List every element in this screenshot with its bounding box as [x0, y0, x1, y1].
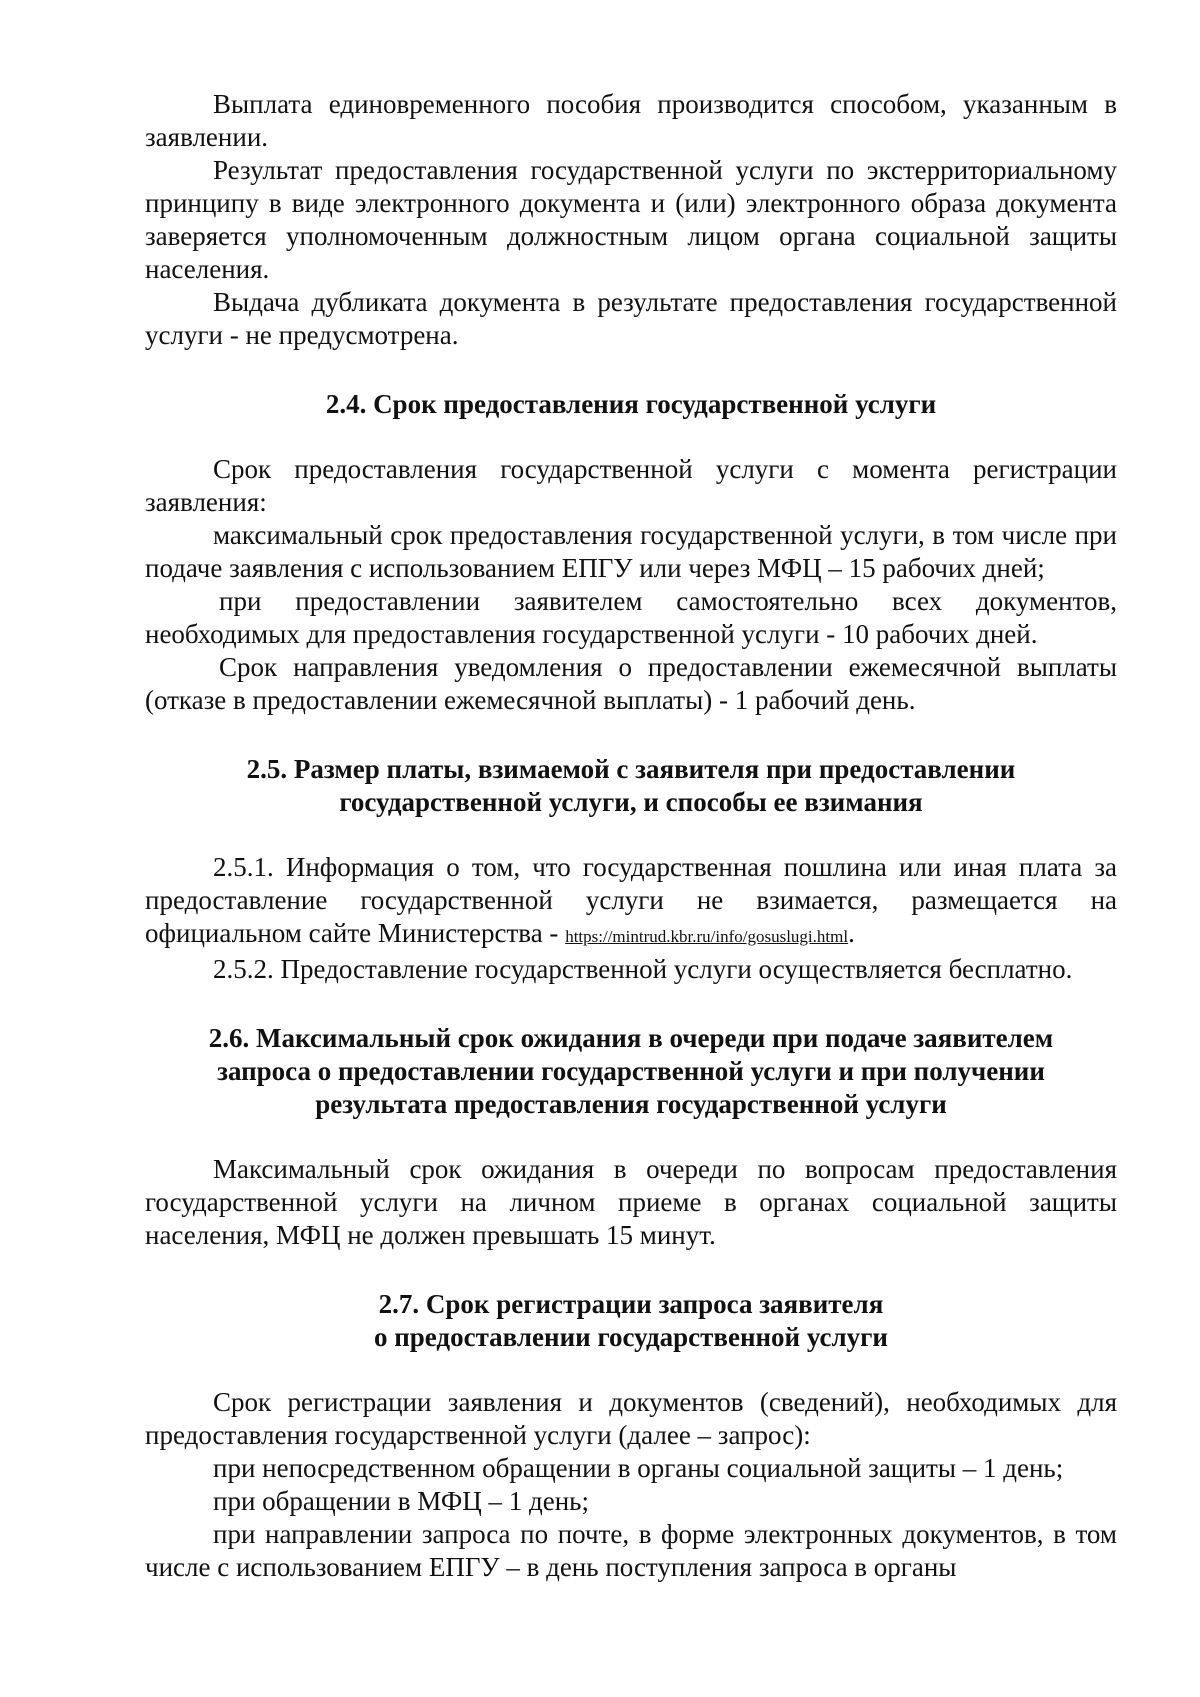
section-2-4-title-text: 2.4. Срок предоставления государственной услуги [325, 389, 937, 419]
section-2-6-title-line-2: запроса о предоставлении государственной услуги и при получении [217, 1056, 1045, 1086]
section-2-6-title [145, 1022, 1117, 1121]
section-2-6-title-line-3: результата предоставления государственной услуги [315, 1089, 947, 1119]
section-2-7-title-line-2: о предоставлении государственной услуги [373, 1322, 888, 1352]
document-body [145, 88, 1117, 1584]
section-2-4-title [145, 388, 1117, 421]
section-2-7-title-line-1: 2.7. Срок регистрации запроса заявителя [378, 1289, 884, 1319]
paragraph-2-7-direct: при непосредственном обращении в органы социальной защиты – 1 день; [213, 1453, 1064, 1483]
paragraph-2-5-1 [145, 851, 1117, 953]
section-2-6-title-line-1: 2.6. Максимальный срок ожидания в очереди при подаче заявителем [208, 1023, 1054, 1053]
section-2-5-title-line-2: государственной услуги, и способы ее взимания [339, 787, 923, 817]
paragraph-2-5-1-end: . [848, 918, 855, 948]
paragraph-2-5-1-text: 2.5.1. Информация о том, что государственная пошлина или иная плата за предоставление государственной услуги не взимается, размещается на официальном сайте Министерства - [145, 852, 1117, 948]
paragraph-2-6-queue-time: Максимальный срок ожидания в очереди по вопросам предоставления государственной услуги на личном приеме в органах социальной защиты населения, МФЦ не должен превышать 15 минут. [145, 1154, 1117, 1250]
paragraph-2-7-mail: при направлении запроса по почте, в форме электронных документов, в том числе с использованием ЕПГУ – в день поступления запроса в органы [145, 1519, 1117, 1582]
paragraph-2-7-registration: Срок регистрации заявления и документов (сведений), необходимых для предоставления государственной услуги (далее – запрос): [145, 1387, 1117, 1450]
ministry-website-link[interactable]: https://mintrud.kbr.ru/info/gosuslugi.html [565, 927, 849, 946]
section-2-7-title [145, 1288, 1117, 1354]
section-2-5-title [145, 753, 1117, 819]
paragraph-result-extraterritorial: Результат предоставления государственной услуги по экстерриториальному принципу в виде электронного документа и (или) электронного образа документа заверяется уполномоченным должностным лицом органа социальной защиты населения. [145, 155, 1117, 284]
paragraph-2-4-notification: Срок направления уведомления о предоставлении ежемесячной выплаты (отказе в предоставлении ежемесячной выплаты) - 1 рабочий день. [145, 652, 1117, 715]
paragraph-2-4-all-documents: при предоставлении заявителем самостоятельно всех документов, необходимых для предоставления государственной услуги - 10 рабочих дней. [145, 586, 1117, 649]
paragraph-2-5-2: 2.5.2. Предоставление государственной услуги осуществляется бесплатно. [213, 954, 1073, 984]
paragraph-duplicate: Выдача дубликата документа в результате предоставления государственной услуги - не предусмотрена. [145, 287, 1117, 350]
paragraph-2-7-mfc: при обращении в МФЦ – 1 день; [213, 1486, 589, 1516]
paragraph-2-4-term: Срок предоставления государственной услуги с момента регистрации заявления: [145, 454, 1117, 517]
paragraph-2-4-max-term: максимальный срок предоставления государственной услуги, в том числе при подаче заявления с использованием ЕПГУ или через МФЦ – 15 рабочих дней; [145, 520, 1117, 583]
section-2-5-title-line-1: 2.5. Размер платы, взимаемой с заявителя при предоставлении [246, 754, 1016, 784]
paragraph-payment-method: Выплата единовременного пособия производится способом, указанным в заявлении. [145, 89, 1117, 152]
